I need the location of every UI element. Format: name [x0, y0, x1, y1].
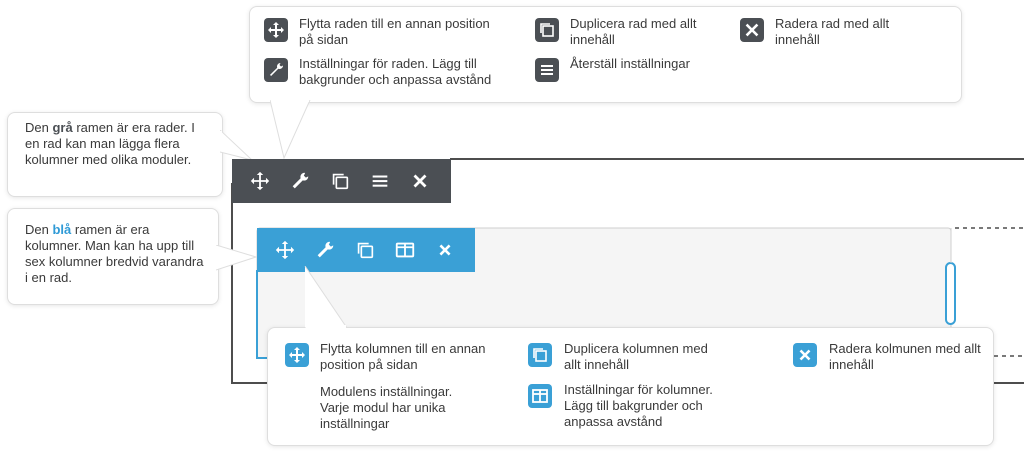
close-icon [793, 343, 817, 367]
duplicate-icon [535, 18, 559, 42]
row-settings-button[interactable] [280, 159, 320, 203]
move-icon [249, 170, 271, 192]
wrench-icon [314, 239, 336, 261]
columns-icon [528, 384, 552, 408]
duplicate-icon [354, 239, 376, 261]
module-settings-text: Modulens inställningar. Varje modul har unika inställningar [320, 384, 453, 431]
row-duplicate-text: Duplicera rad med allt innehåll [570, 16, 697, 47]
column-note-text: Den blå ramen är era kolumner. Man kan ha upp till sex kolumner bredvid varandra i en rad. [25, 222, 204, 285]
close-icon [740, 18, 764, 42]
column-duplicate-text: Duplicera kolumnen med allt innehåll [564, 341, 708, 372]
move-icon [274, 239, 296, 261]
column-note-pointer [216, 245, 261, 275]
menu-icon [535, 58, 559, 82]
columns-icon [394, 239, 416, 261]
column-resize-handle [946, 263, 955, 324]
move-icon [285, 343, 309, 367]
menu-icon [369, 170, 391, 192]
wrench-icon [289, 170, 311, 192]
row-settings-text: Inställningar för raden. Lägg till bakgrunder och anpassa avstånd [299, 56, 492, 87]
row-move-text: Flytta raden till en annan position på sidan [299, 16, 490, 47]
column-delete-button[interactable] [425, 228, 465, 272]
row-duplicate-button[interactable] [320, 159, 360, 203]
column-move-text: Flytta kolumnen till en annan position på sidan [320, 341, 486, 372]
wrench-icon [264, 58, 288, 82]
close-icon [434, 239, 456, 261]
duplicate-icon [528, 343, 552, 367]
move-icon [264, 18, 288, 42]
row-toolbar [232, 159, 451, 203]
column-toolbar [257, 228, 475, 272]
close-icon [409, 170, 431, 192]
column-tooltip-pointer [295, 266, 355, 328]
row-menu-button[interactable] [360, 159, 400, 203]
column-layout-button[interactable] [385, 228, 425, 272]
column-settings-text: Inställningar för kolumner. Lägg till bakgrunder och anpassa avstånd [564, 382, 713, 429]
row-reset-text: Återställ inställningar [570, 56, 690, 71]
column-delete-text: Radera kolmunen med allt innehåll [829, 341, 981, 372]
row-tooltip-pointer [270, 100, 330, 162]
row-delete-button[interactable] [400, 159, 440, 203]
row-delete-text: Radera rad med allt innehåll [775, 16, 890, 47]
duplicate-icon [329, 170, 351, 192]
row-note-text: Den grå ramen är era rader. I en rad kan man lägga flera kolumner med olika moduler. [25, 120, 195, 167]
row-move-button[interactable] [240, 159, 280, 203]
